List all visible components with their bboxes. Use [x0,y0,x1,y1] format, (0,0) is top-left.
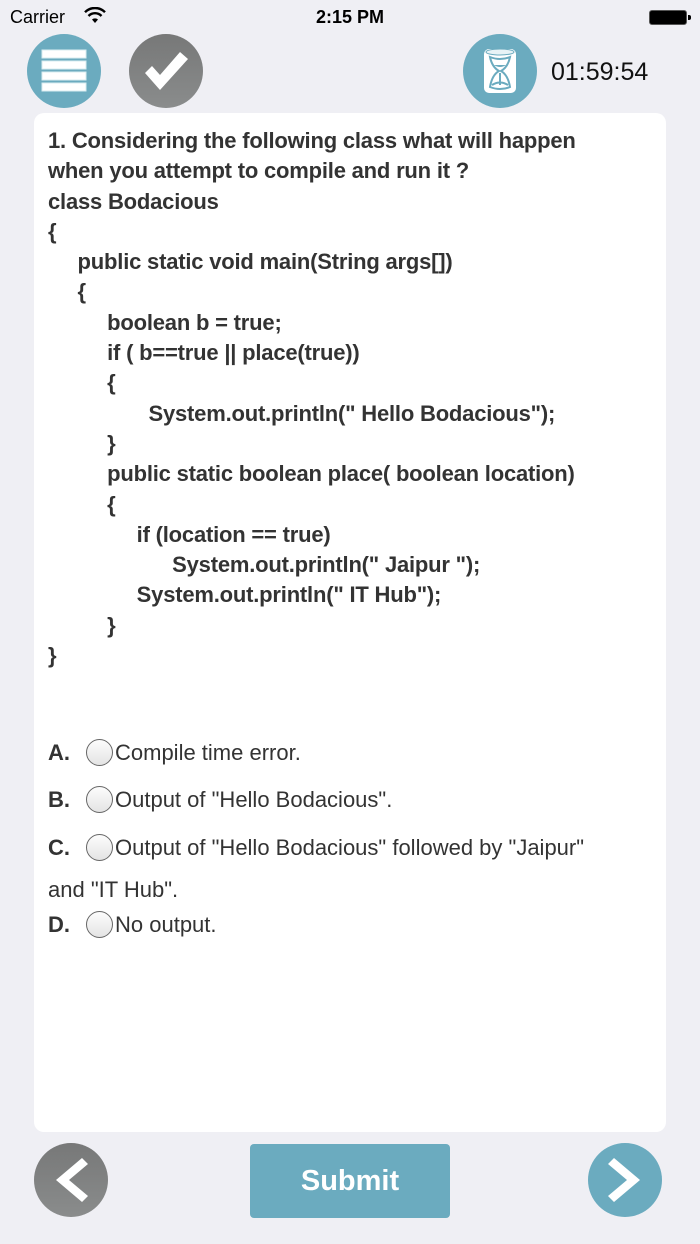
option-c[interactable] [48,834,584,861]
code-line: System.out.println(" IT Hub"); [48,582,442,608]
code-line: } [48,612,116,638]
chevron-left-icon [54,1157,88,1203]
next-question-button[interactable] [588,1143,662,1217]
code-line: if (location == true) [48,521,331,547]
code-line: { [48,370,116,396]
radio-button-b[interactable] [86,786,113,813]
hourglass-icon [482,47,518,95]
code-line: } [48,643,57,669]
code-line: public static boolean place( boolean location) [48,461,575,487]
timer-button[interactable] [463,34,537,108]
code-line: class Bodacious [48,188,219,214]
question-line: 1. Considering the following class what will happen [48,128,576,153]
question-text [48,126,658,671]
clock: 2:15 PM [315,7,385,27]
option-a[interactable] [48,739,301,766]
option-letter: D. [48,911,70,937]
battery-icon [649,10,687,25]
code-line: { [48,279,86,305]
countdown-timer: 01:59:54 [551,58,649,86]
code-line: public static void main(String args[]) [48,249,453,275]
radio-button-d[interactable] [86,911,113,938]
radio-button-c[interactable] [86,834,113,861]
code-line: } [48,430,116,456]
option-text: Output of "Hello Bodacious" followed by "Jaipur" [115,834,585,860]
checkmark-icon [143,51,189,91]
option-c-continuation[interactable]: and "IT Hub". [48,877,179,902]
option-letter: B. [48,786,70,812]
list-menu-icon [40,49,88,93]
option-b[interactable] [48,786,392,813]
code-line: System.out.println(" Jaipur "); [48,552,481,578]
previous-question-button[interactable] [34,1143,108,1217]
option-letter: C. [48,834,70,860]
option-text: No output. [115,911,217,937]
option-letter: A. [48,739,70,765]
carrier-label: Carrier [10,7,66,27]
radio-button-a[interactable] [86,739,113,766]
code-line: { [48,491,116,517]
submit-button[interactable]: Submit [250,1144,450,1218]
question-line: when you attempt to compile and run it ? [48,158,470,184]
question-card [34,113,666,1132]
option-text: Compile time error. [115,739,301,765]
question-list-button[interactable] [27,34,101,108]
option-text: Output of "Hello Bodacious". [115,786,393,812]
code-line: System.out.println(" Hello Bodacious"); [48,400,556,426]
code-line: boolean b = true; [48,309,282,335]
chevron-right-icon [608,1157,642,1203]
code-line: if ( b==true || place(true)) [48,340,360,366]
mark-answer-button[interactable] [129,34,203,108]
option-d[interactable] [48,911,217,938]
code-line: { [48,218,57,244]
status-bar [0,0,700,36]
